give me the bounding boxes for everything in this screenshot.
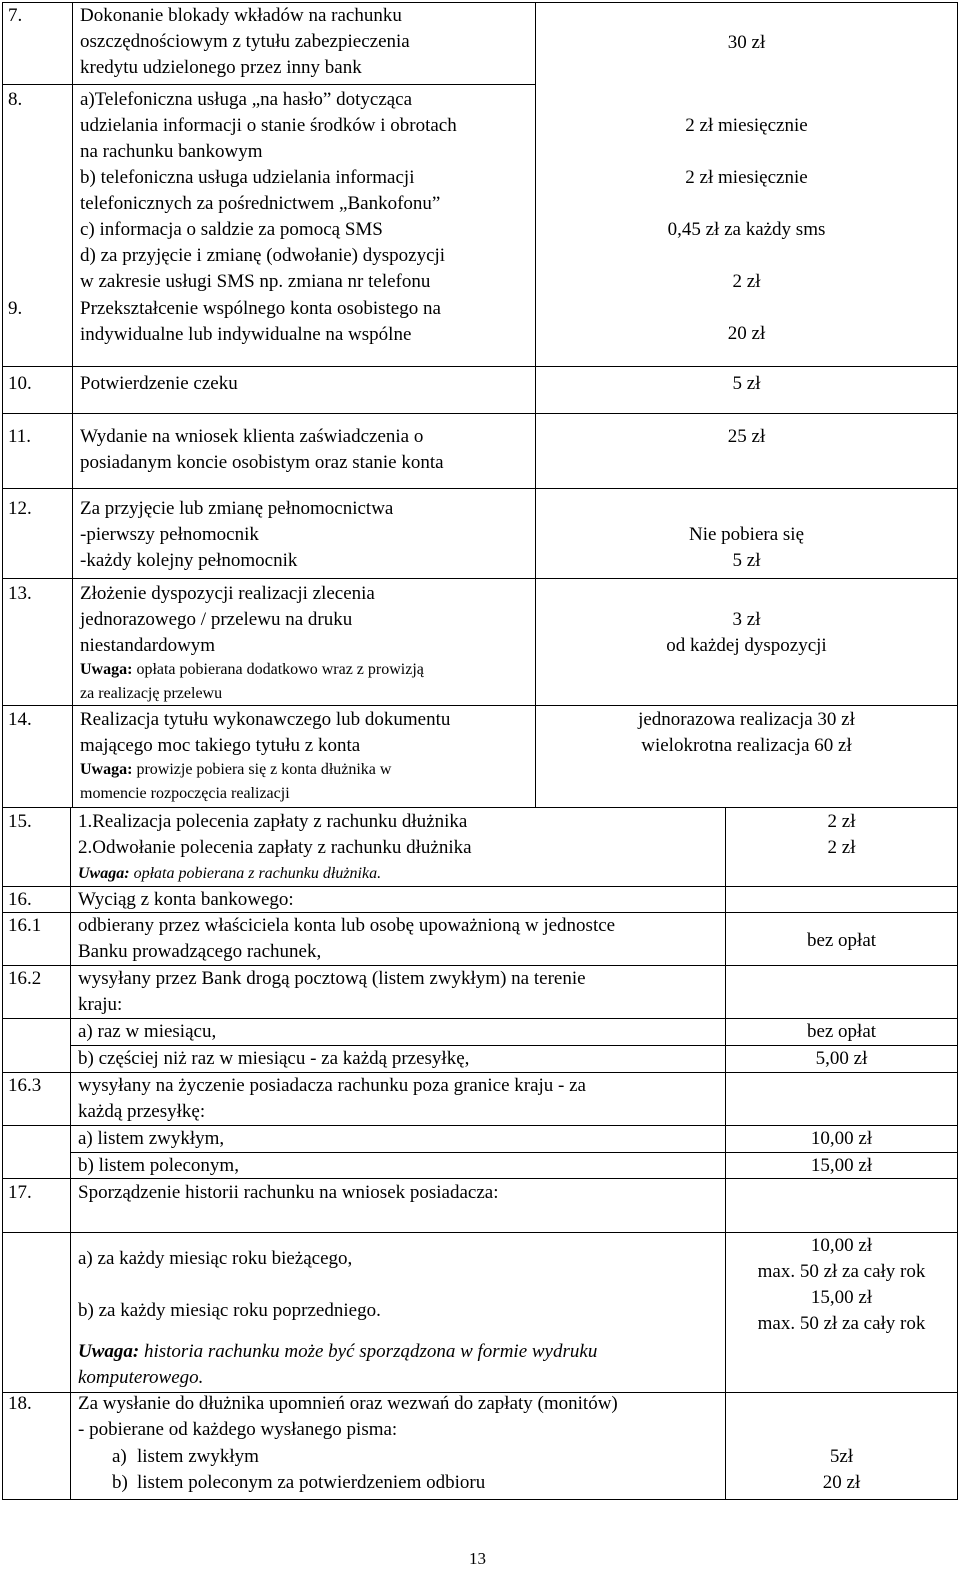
row-number: 15. bbox=[8, 811, 32, 832]
row-description: listem poleconym za potwierdzeniem odbioru bbox=[137, 1472, 486, 1493]
note-text: opłata pobierana dodatkowo wraz z prowizją bbox=[132, 661, 424, 678]
row-number: 14. bbox=[8, 709, 32, 730]
row-description: Potwierdzenie czeku bbox=[80, 373, 238, 394]
row-description: a) za każdy miesiąc roku bieżącego, bbox=[78, 1248, 353, 1269]
row-fee: 5 zł bbox=[732, 373, 761, 394]
row-note bbox=[78, 1339, 597, 1365]
row-description: niestandardowym bbox=[80, 635, 216, 656]
row-description: indywidualne lub indywidualne na wspólne bbox=[80, 324, 412, 345]
row-fee: bez opłat bbox=[806, 930, 877, 951]
row-description: Wydanie na wniosek klienta zaświadczenia o bbox=[80, 426, 424, 447]
note-text: historia rachunku może być sporządzona w formie wydruku bbox=[139, 1341, 598, 1362]
grid-line bbox=[2, 366, 958, 367]
row-number: 18. bbox=[8, 1393, 32, 1414]
row-description: 2.Odwołanie polecenia zapłaty z rachunku dłużnika bbox=[78, 837, 472, 858]
grid-line bbox=[2, 1499, 958, 1500]
row-fee: 15,00 zł bbox=[810, 1155, 873, 1176]
row-description: posiadanym koncie osobistym oraz stanie konta bbox=[80, 452, 444, 473]
row-description: mającego moc takiego tytułu z konta bbox=[80, 735, 361, 756]
row-number: 16.2 bbox=[8, 968, 42, 989]
row-number: 16.1 bbox=[8, 915, 42, 936]
row-fee: 25 zł bbox=[727, 426, 766, 447]
grid-line bbox=[957, 2, 958, 1500]
row-description: Sporządzenie historii rachunku na wniosek posiadacza: bbox=[78, 1182, 499, 1203]
row-fee: 2 zł bbox=[827, 837, 856, 858]
list-marker: a) bbox=[112, 1446, 127, 1467]
row-description: wysyłany na życzenie posiadacza rachunku poza granice kraju - za bbox=[78, 1075, 586, 1096]
list-marker: b) bbox=[112, 1472, 128, 1493]
row-description: -pierwszy pełnomocnik bbox=[80, 524, 259, 545]
row-fee: 3 zł bbox=[732, 609, 761, 630]
row-description: 1.Realizacja polecenia zapłaty z rachunku dłużnika bbox=[78, 811, 468, 832]
grid-line bbox=[2, 807, 958, 808]
page-number: 13 bbox=[469, 1549, 486, 1568]
note-label: Uwaga: bbox=[80, 761, 133, 778]
row-description: oszczędnościowym z tytułu zabezpieczenia bbox=[80, 31, 410, 52]
row-description: b) częściej niż raz w miesiącu - za każdą przesyłkę, bbox=[78, 1048, 470, 1069]
row-description: Realizacja tytułu wykonawczego lub dokumentu bbox=[80, 709, 451, 730]
row-fee: max. 50 zł za cały rok bbox=[757, 1261, 926, 1282]
row-note bbox=[78, 862, 381, 886]
row-description: Dokonanie blokady wkładów na rachunku bbox=[80, 5, 402, 26]
row-description: odbierany przez właściciela konta lub osobę upoważnioną w jednostce bbox=[78, 915, 616, 936]
row-fee: 15,00 zł bbox=[810, 1287, 873, 1308]
row-fee: 2 zł miesięcznie bbox=[685, 167, 808, 188]
row-fee: 5zł bbox=[829, 1446, 854, 1467]
row-number: 12. bbox=[8, 498, 32, 519]
row-number: 16. bbox=[8, 889, 32, 910]
row-fee: max. 50 zł za cały rok bbox=[757, 1313, 926, 1334]
row-fee: jednorazowa realizacja 30 zł bbox=[638, 709, 855, 730]
row-description: a)Telefoniczna usługa „na hasło” dotycząca bbox=[80, 89, 413, 110]
note-label: Uwaga: bbox=[78, 865, 130, 882]
row-description: udzielania informacji o stanie środków i obrotach bbox=[80, 115, 457, 136]
row-description: telefonicznych za pośrednictwem „Bankofonu” bbox=[80, 193, 441, 214]
row-fee: 10,00 zł bbox=[810, 1128, 873, 1149]
row-description: jednorazowego / przelewu na druku bbox=[80, 609, 353, 630]
row-note bbox=[80, 758, 391, 782]
row-description: Przekształcenie wspólnego konta osobistego na bbox=[80, 298, 441, 319]
grid-line bbox=[72, 2, 73, 807]
row-fee: Nie pobiera się bbox=[688, 524, 804, 545]
row-note bbox=[80, 658, 424, 682]
grid-line bbox=[2, 488, 958, 489]
row-description: b) za każdy miesiąc roku poprzedniego. bbox=[78, 1300, 381, 1321]
row-description: d) za przyjęcie i zmianę (odwołanie) dyspozycji bbox=[80, 245, 446, 266]
grid-line bbox=[70, 807, 71, 1500]
row-description: każdą przesyłkę: bbox=[78, 1101, 206, 1122]
row-description: Wyciąg z konta bankowego: bbox=[78, 889, 294, 910]
row-fee: 2 zł bbox=[732, 271, 761, 292]
row-fee: bez opłat bbox=[806, 1021, 877, 1042]
row-description: c) informacja o saldzie za pomocą SMS bbox=[80, 219, 383, 240]
grid-line bbox=[2, 2, 3, 1500]
row-note: za realizację przelewu bbox=[80, 685, 223, 702]
row-fee: wielokrotna realizacja 60 zł bbox=[641, 735, 852, 756]
row-number: 11. bbox=[8, 426, 32, 447]
row-description: kraju: bbox=[78, 994, 123, 1015]
row-number: 9. bbox=[8, 298, 23, 319]
row-description: wysyłany przez Bank drogą pocztową (listem zwykłym) na terenie bbox=[78, 968, 586, 989]
row-number: 7. bbox=[8, 5, 23, 26]
row-description: a) listem zwykłym, bbox=[78, 1128, 225, 1149]
row-description: -każdy kolejny pełnomocnik bbox=[80, 550, 298, 571]
row-fee: od każdej dyspozycji bbox=[666, 635, 827, 656]
row-number: 13. bbox=[8, 583, 32, 604]
note-label: Uwaga: bbox=[78, 1341, 140, 1362]
note-text: prowizje pobiera się z konta dłużnika w bbox=[132, 761, 392, 778]
row-description: a) raz w miesiącu, bbox=[78, 1021, 217, 1042]
row-description: Banku prowadzącego rachunek, bbox=[78, 941, 322, 962]
row-fee: 10,00 zł bbox=[810, 1235, 873, 1256]
row-description: na rachunku bankowym bbox=[80, 141, 263, 162]
row-number: 8. bbox=[8, 89, 23, 110]
row-number: 10. bbox=[8, 373, 32, 394]
row-description: kredytu udzielonego przez inny bank bbox=[80, 57, 362, 78]
row-description: b) telefoniczna usługa udzielania informacji bbox=[80, 167, 415, 188]
row-description: - pobierane od każdego wysłanego pisma: bbox=[78, 1419, 398, 1440]
row-fee: 20 zł bbox=[822, 1472, 861, 1493]
row-description: Za przyjęcie lub zmianę pełnomocnictwa bbox=[80, 498, 394, 519]
row-fee: 5,00 zł bbox=[815, 1048, 868, 1069]
row-fee: 0,45 zł za każdy sms bbox=[667, 219, 826, 240]
row-fee: 20 zł bbox=[727, 323, 766, 344]
row-description: w zakresie usługi SMS np. zmiana nr telefonu bbox=[80, 271, 431, 292]
row-fee: 5 zł bbox=[732, 550, 761, 571]
grid-line bbox=[2, 413, 958, 414]
row-note: momencie rozpoczęcia realizacji bbox=[80, 785, 290, 802]
grid-line bbox=[2, 578, 958, 579]
row-number: 16.3 bbox=[8, 1075, 42, 1096]
row-number: 17. bbox=[8, 1182, 32, 1203]
row-description: listem zwykłym bbox=[137, 1446, 259, 1467]
grid-line bbox=[2, 84, 536, 85]
row-description: Złożenie dyspozycji realizacji zlecenia bbox=[80, 583, 375, 604]
note-text: opłata pobierana z rachunku dłużnika. bbox=[129, 865, 382, 882]
row-fee: 2 zł miesięcznie bbox=[685, 115, 808, 136]
row-note: komputerowego. bbox=[78, 1367, 204, 1388]
row-fee: 30 zł bbox=[727, 32, 766, 53]
row-fee: 2 zł bbox=[827, 811, 856, 832]
note-label: Uwaga: bbox=[80, 661, 133, 678]
row-description: Za wysłanie do dłużnika upomnień oraz wezwań do zapłaty (monitów) bbox=[78, 1393, 618, 1414]
row-description: b) listem poleconym, bbox=[78, 1155, 239, 1176]
